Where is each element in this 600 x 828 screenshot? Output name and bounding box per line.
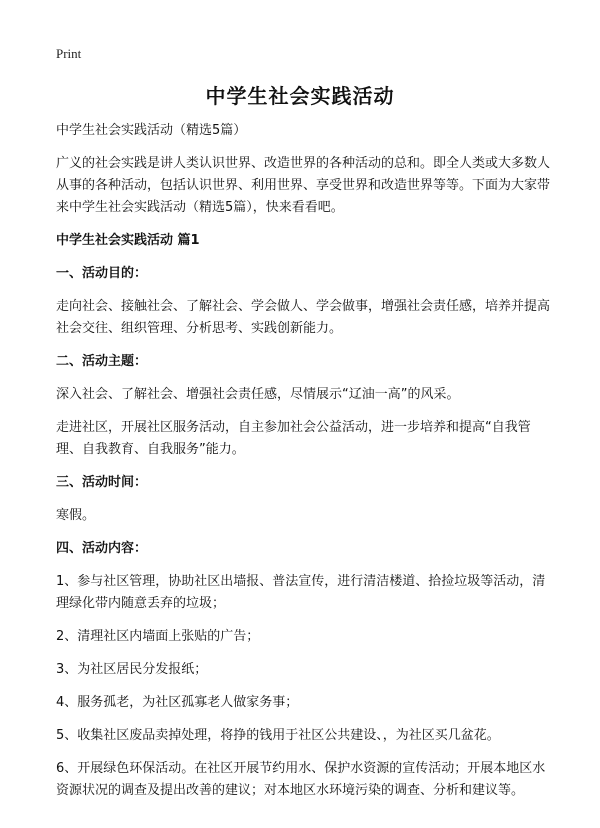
list-item: 6、开展绿色环保活动。在社区开展节约用水、保护水资源的宣传活动；开展本地区水资源状况的调查及提出改善的建议；对本地区水环境污染的调查、分析和建议等。 [56,761,546,798]
document-subtitle: 中学生社会实践活动（精选5篇） [56,123,247,138]
intro-paragraph: 广义的社会实践是讲人类认识世界、改造世界的各种活动的总和。即全人类或大多数人从事的各种活动，包括认识世界、利用世界、享受世界和改造世界等等。下面为大家带来中学生社会实践活动（精选5篇），快来看看吧。 [56,156,551,215]
theme-paragraph-2: 走进社区，开展社区服务活动，自主参加社会公益活动，进一步培养和提高“自我管理、自我教育、自我服务”能力。 [56,420,531,457]
time-paragraph: 寒假。 [56,508,96,523]
list-item: 4、服务孤老，为社区孤寡老人做家务事； [56,695,299,710]
list-item: 1、参与社区管理，协助社区出墙报、普法宣传，进行清洁楼道、拾捡垃圾等活动，清理绿化带内随意丢弃的垃圾； [56,574,546,611]
time-heading: 三、活动时间： [56,475,148,490]
list-item: 3、为社区居民分发报纸； [56,662,208,677]
goal-paragraph: 走向社会、接触社会、了解社会、学会做人、学会做事，增强社会责任感，培养并提高社会交往、组织管理、分析思考、实践创新能力。 [56,299,551,336]
document-body [56,120,556,813]
theme-paragraph-1: 深入社会、了解社会、增强社会责任感，尽情展示“辽油一高”的风采。 [56,387,460,402]
part1-heading: 中学生社会实践活动 篇1 [56,233,200,248]
list-item: 5、收集社区废品卖掉处理，将挣的钱用于社区公共建设、，为社区买几盆花。 [56,728,500,743]
list-item: 2、清理社区内墙面上张贴的广告； [56,629,260,644]
print-link[interactable]: Print [56,46,82,61]
goal-heading: 一、活动目的： [56,266,148,281]
content-heading: 四、活动内容： [56,541,148,556]
theme-heading: 二、活动主题： [56,354,148,369]
page-title: 中学生社会实践活动 [205,84,395,108]
